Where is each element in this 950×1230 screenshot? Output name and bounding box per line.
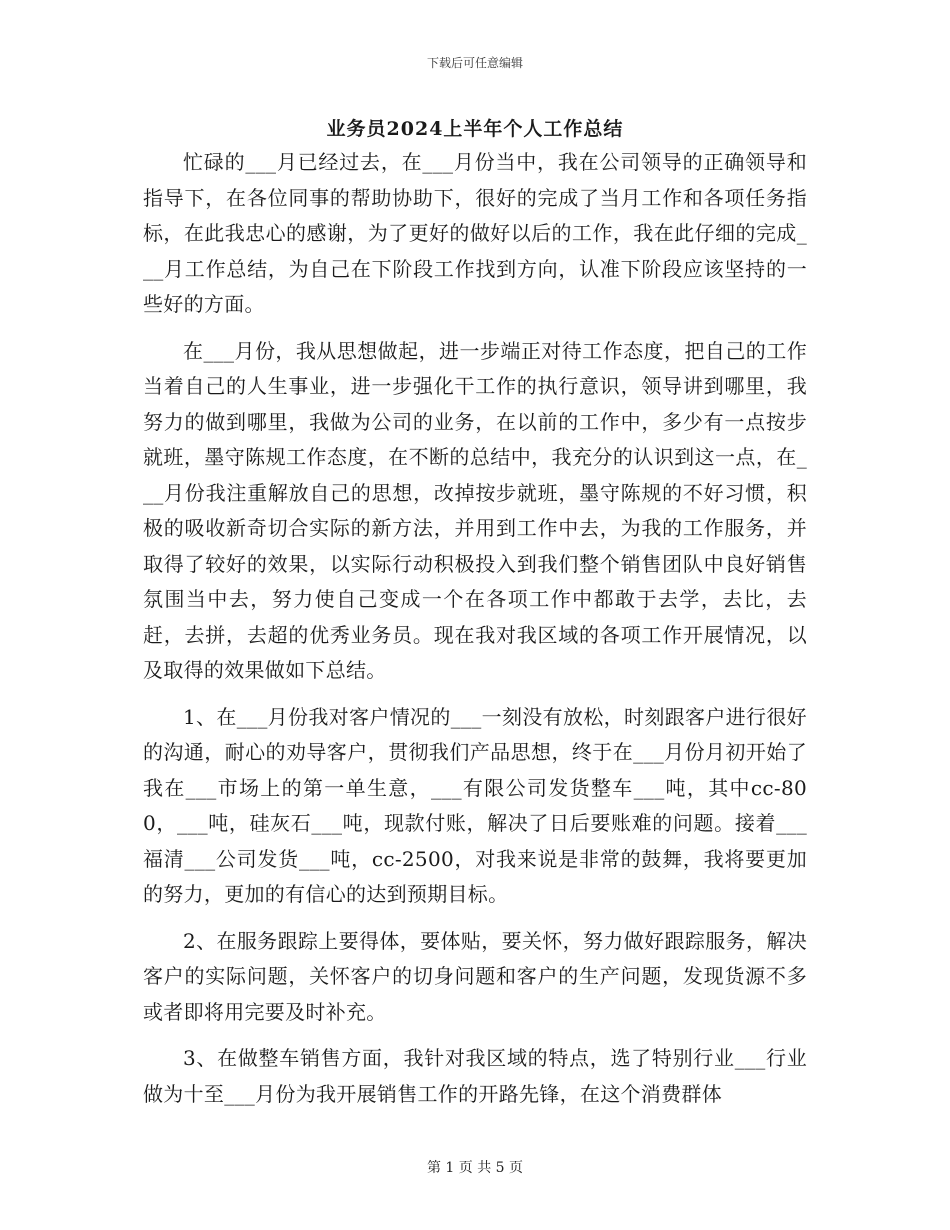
- document-title: 业务员2024上半年个人工作总结: [326, 118, 624, 140]
- document-body: [143, 145, 807, 1112]
- paragraph-item-2: 2、在服务跟踪上要得体，要体贴，要关怀，努力做好跟踪服务，解决客户的实际问题，关怀客户的切身问题和客户的生产问题，发现货源不多或者即将用完要及时补充。: [143, 928, 807, 1024]
- paragraph-item-3: 3、在做整车销售方面，我针对我区域的特点，选了特别行业___行业做为十至___月份为我开展销售工作的开路先锋，在这个消费群体: [143, 1046, 807, 1106]
- page-footer: 第 1 页 共 5 页: [426, 1160, 524, 1176]
- paragraph-item-1: 1、在___月份我对客户情况的___一刻没有放松，时刻跟客户进行很好的沟通，耐心的劝导客户，贯彻我们产品思想，终于在___月份月初开始了我在___市场上的第一单生意，___有限公司发货整车___吨，其中cc-800，___吨，硅灰石___吨，现款付账，解决了日后要账难的问题。接着___福清___公司发货___吨，cc-2500，对我来说是非常的鼓舞，我将要更加的努力，更加的有信心的达到预期目标。: [143, 704, 807, 906]
- paragraph-attitude: 在___月份，我从思想做起，进一步端正对待工作态度，把自己的工作当着自己的人生事业，进一步强化干工作的执行意识，领导讲到哪里，我努力的做到哪里，我做为公司的业务，在以前的工作中，多少有一点按步就班，墨守陈规工作态度，在不断的总结中，我充分的认识到这一点，在___月份我注重解放自己的思想，改掉按步就班，墨守陈规的不好习惯，积极的吸收新奇切合实际的新方法，并用到工作中去，为我的工作服务，并取得了较好的效果，以实际行动积极投入到我们整个销售团队中良好销售氛围当中去，努力使自己变成一个在各项工作中都敢于去学，去比，去赶，去拼，去超的优秀业务员。现在我对我区域的各项工作开展情况，以及取得的效果做如下总结。: [143, 338, 807, 682]
- header-note: 下载后可任意编辑: [426, 56, 523, 70]
- paragraph-intro: 忙碌的___月已经过去，在___月份当中，我在公司领导的正确领导和指导下，在各位同事的帮助协助下，很好的完成了当月工作和各项任务指标，在此我忠心的感谢，为了更好的做好以后的工作，我在此仔细的完成___月工作总结，为自己在下阶段工作找到方向，认准下阶段应该坚持的一些好的方面。: [143, 150, 807, 316]
